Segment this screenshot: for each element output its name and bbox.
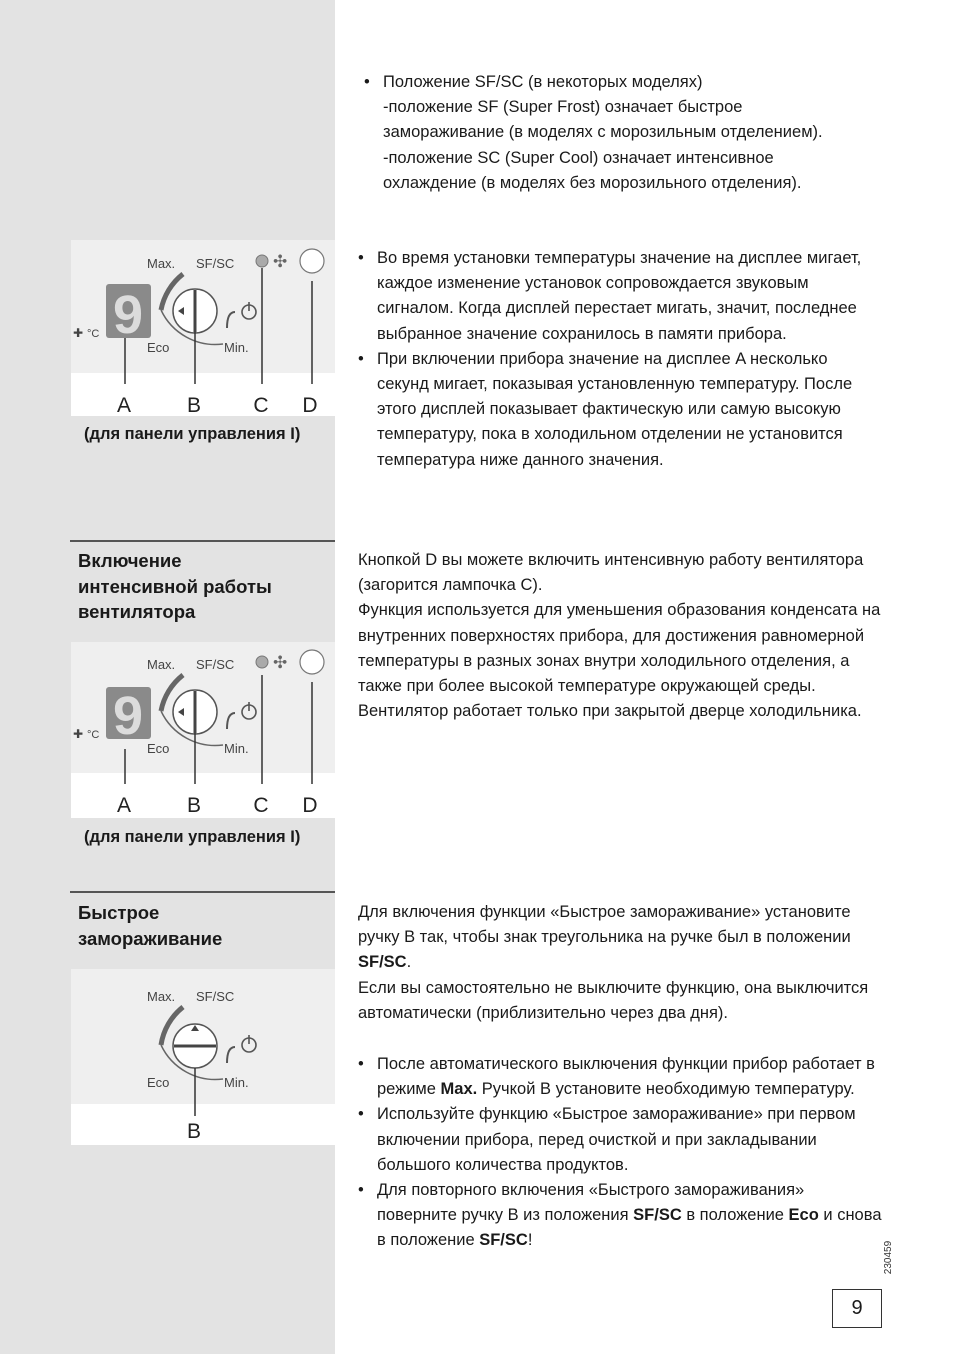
fan-text <box>358 548 883 724</box>
display-digit: 9 <box>112 285 144 345</box>
label-eco: Eco <box>147 1075 170 1090</box>
sfsc-line2: -положение SF (Super Frost) означает быстрое <box>383 98 743 117</box>
section-divider-fan <box>70 540 335 542</box>
freeze-b3-c: в положение <box>681 1206 789 1225</box>
label-min: Min. <box>224 1075 249 1090</box>
freeze-b3-f: SF/SC <box>479 1231 528 1250</box>
freeze-b3-d: Eco <box>788 1206 819 1225</box>
fan-paragraph-1: Кнопкой D вы можете включить интенсивную работу вентилятора (загорится лампочка C). <box>358 551 864 595</box>
letter-d: D <box>302 794 318 817</box>
fan-paragraph-3: Вентилятор работает только при закрытой дверце холодильника. <box>358 702 862 721</box>
sfsc-text <box>358 70 918 196</box>
label-max: Max. <box>147 657 176 672</box>
letter-a: A <box>116 394 132 416</box>
control-panel-drawing <box>71 240 335 416</box>
freeze-paragraph-2: Если вы самостоятельно не выключите функцию, она выключится автоматически (приблизительно через два дня). <box>358 978 869 1022</box>
freeze-bullet-2: • Используйте функцию «Быстрое замораживание» при первом включении прибора, перед очисткой и при закладывании большого количества продуктов. <box>358 1102 888 1178</box>
fan-heading-line2: интенсивной работы <box>78 575 272 597</box>
button-d[interactable] <box>300 249 324 273</box>
letter-d: D <box>302 394 318 416</box>
freeze-bullet-3 <box>358 1178 888 1254</box>
freeze-paragraph-1 <box>358 900 888 976</box>
letter-a: A <box>116 794 132 817</box>
label-min: Min. <box>224 340 249 355</box>
letter-b: B <box>186 394 202 416</box>
control-panel-drawing-2 <box>71 642 335 818</box>
freeze-heading <box>78 900 222 951</box>
freeze-b1-a: После автоматического выключения функции прибор работает в режиме <box>377 1055 875 1099</box>
freeze-heading-line2: замораживание <box>78 927 223 949</box>
letter-c: C <box>253 794 269 817</box>
document-number: 230459 <box>883 1240 895 1275</box>
knob-figure <box>71 969 335 1145</box>
display-bullet-2: • При включении прибора значение на дисплее A несколько секунд мигает, показывая установленную температуру. После этого дисплей показывает фактическую или самую высокую температуру, пока в холодильном отделении не установится температура ниже данного значения. <box>358 347 878 473</box>
fan-icon: ✣ <box>273 653 288 672</box>
control-panel-figure-2 <box>71 642 335 818</box>
sfsc-line4: -положение SC (Super Cool) означает интенсивное <box>383 148 774 167</box>
unit-label: °C <box>87 729 100 741</box>
label-max: Max. <box>147 989 176 1004</box>
lamp-c <box>256 656 268 668</box>
freeze-b3-b: SF/SC <box>633 1206 682 1225</box>
letter-b: B <box>186 1120 202 1143</box>
label-sfsc: SF/SC <box>196 989 235 1004</box>
fan-plus-icon: ✚ <box>73 326 84 340</box>
freeze-b3-e: и снова в положение <box>377 1206 882 1250</box>
section-divider-freeze <box>70 891 335 893</box>
label-eco: Eco <box>147 340 170 355</box>
display-digit: 9 <box>112 686 144 746</box>
fan-icon: ✣ <box>273 252 288 271</box>
label-min: Min. <box>224 741 249 756</box>
freeze-bullet-1 <box>358 1052 888 1102</box>
display-bullet-1: • Во время установки температуры значение на дисплее мигает, каждое изменение установок сопровождается звуковым сигналом. Когда дисплей перестает мигать, значит, последнее выбранное значение сохранилось в памяти прибора. <box>358 246 878 347</box>
letter-c: C <box>253 394 269 416</box>
fan-heading <box>78 548 272 625</box>
freeze-b1-b: Max. <box>440 1080 478 1099</box>
panel-caption-1: (для панели управления I) <box>84 425 301 443</box>
fan-heading-line1: Включение <box>78 550 182 571</box>
label-sfsc: SF/SC <box>196 256 235 271</box>
panel-caption-2: (для панели управления I) <box>84 828 301 846</box>
button-d[interactable] <box>300 650 324 674</box>
freeze-p1-b: SF/SC <box>358 953 407 972</box>
fan-paragraph-2: Функция используется для уменьшения образования конденсата на внутренних поверхностях прибора, для достижения равномерной температуры в разных зонах внутри холодильного отделения, а также при более высокой температуре окружающей среды. <box>358 601 881 696</box>
fan-plus-icon: ✚ <box>73 727 84 741</box>
freeze-p1-c: . <box>406 953 412 972</box>
label-sfsc: SF/SC <box>196 657 235 672</box>
unit-label: °C <box>87 328 100 340</box>
freeze-b1-c: Ручкой B установите необходимую температуру. <box>477 1080 855 1099</box>
freeze-b3-g: ! <box>527 1231 533 1250</box>
freeze-b3-a: Для повторного включения «Быстрого замораживания» поверните ручку B из положения <box>377 1181 805 1225</box>
sfsc-line1: Положение SF/SC (в некоторых моделях) <box>383 73 703 91</box>
letter-b: B <box>186 794 202 817</box>
freeze-heading-line1: Быстрое <box>78 902 160 923</box>
sfsc-line3: замораживание (в моделях с морозильным отделением). <box>383 123 823 142</box>
control-panel-figure-1 <box>71 240 335 416</box>
sfsc-line5: охлаждение (в моделях без морозильного отделения). <box>383 173 802 192</box>
freeze-p1-a: Для включения функции «Быстрое замораживание» установите ручку B так, чтобы знак треугольника на ручке был в положении <box>358 903 851 947</box>
label-max: Max. <box>147 256 176 271</box>
label-eco: Eco <box>147 741 170 756</box>
page-number: 9 <box>832 1289 882 1328</box>
lamp-c <box>256 255 268 267</box>
display-text <box>358 246 878 473</box>
knob-figure-drawing <box>71 969 335 1145</box>
fan-heading-line3: вентилятора <box>78 601 196 622</box>
freeze-text <box>358 900 888 1254</box>
